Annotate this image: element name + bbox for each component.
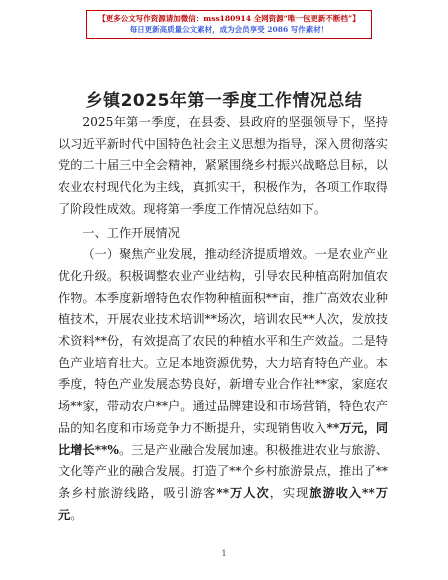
- page-number: 1: [221, 549, 227, 558]
- industry-text-part1: （一）聚焦产业发展，推动经济提质增效。一是农业产业优化升级。积极调整农业产业结构，引导农民种植高附加值农作物。本季度新增特色农作物种植面积**亩，推广高效农业种植技术，开展农业技术培训**场次，培训农民**人次，发放技术资料**份，有效提高了农民的种植水平和生产效益。二是特色产业培育壮大。立足本地资源优势，大力培育特色产业。本季度，特色产业发展态势良好，新增专业合作社**家，家庭农场**家，带动农户**户。通过品牌建设和市场营销，特色农产品的知名度和市场竞争力不断提升，实现销售收入: [58, 247, 388, 435]
- promo-banner-line2: 每日更新高质量公文素材，成为会员享受 2086 写作素材！: [129, 25, 329, 34]
- document-title: 乡镇2025年第一季度工作情况总结: [85, 91, 363, 111]
- industry-text-part4: 。: [70, 507, 83, 522]
- industry-paragraph: [58, 244, 388, 526]
- tourism-income-bold: 旅游收入**万元: [58, 485, 389, 522]
- sales-growth-bold: **万元，同比增长**%: [58, 420, 389, 457]
- industry-text-part2: 。三是产业融合发展加速。积极推进农业与旅游、文化等产业的融合发展。打造了**个乡村旅游景点，推出了**条乡村旅游线路，吸引游客: [58, 442, 389, 500]
- visitor-count-bold: **万人次: [216, 485, 270, 500]
- promo-banner-line1: 【更多公文写作资源请加微信：mss180914 全网资源“唯一包更新不断档”】: [98, 14, 360, 23]
- intro-paragraph: 2025年第一季度，在县委、县政府的坚强领导下，坚持以习近平新时代中国特色社会主义思想为指导，深入贯彻落实党的二十届三中全会精神，紧紧围绕乡村振兴战略总目标，以农业农村现代化为主线，真抓实干，积极作为，各项工作取得了阶段性成效。现将第一季度工作情况总结如下。: [58, 115, 388, 216]
- document-body: [58, 112, 388, 526]
- industry-text-part3: ，实现: [269, 485, 310, 500]
- promo-banner: [86, 10, 372, 39]
- section-heading: 一、工作开展情况: [82, 225, 180, 240]
